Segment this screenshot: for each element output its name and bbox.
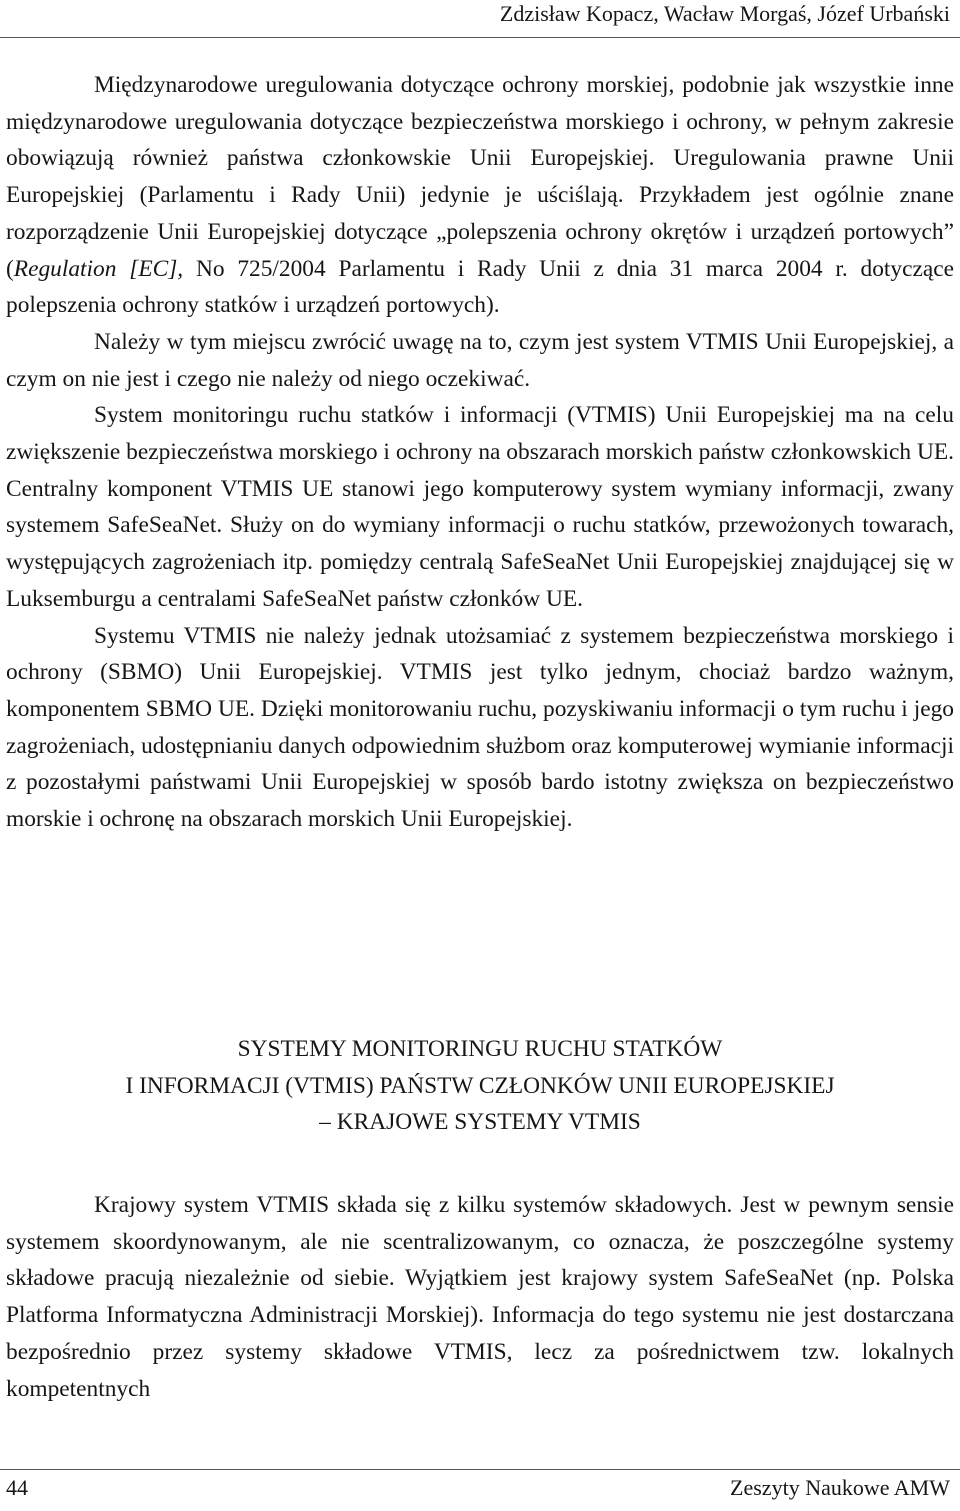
section-body	[6, 67, 954, 838]
paragraph-1-text-b: No 725/2004 Parlamentu i Rady Unii z dnia 31 marca 2004 r. dotyczące polepszenia ochrony statków i urządzeń portowych).	[6, 255, 955, 319]
section-2-body	[6, 1187, 954, 1407]
running-header: Zdzisław Kopacz, Wacław Morgaś, Józef Urbański	[499, 1, 950, 26]
paragraph-1-text-a: Międzynarodowe uregulowania dotyczące ochrony morskiej, podobnie jak wszystkie inne międzynarodowe uregulowania dotyczące bezpieczeństwa morskiego i ochrony, w pełnym zakresie obowiązują również państwa członkowskie Unii Europejskiej. Uregulowania prawne Unii Europejskiej (Parlamentu i Rady Unii) jedynie je uściślają. Przykładem jest ogólnie znane rozporządzenie Unii Europejskiej dotyczące „polepszenia ochrony okrętów i urządzeń portowych” (	[6, 72, 954, 282]
heading-line-2: I INFORMACJI (VTMIS) PAŃSTW CZŁONKÓW UNII EUROPEJSKIEJ	[125, 1072, 835, 1099]
journal-name: Zeszyty Naukowe AMW	[730, 1475, 950, 1500]
footer-rule	[0, 1469, 960, 1470]
paragraph-5: Krajowy system VTMIS składa się z kilku systemów składowych. Jest w pewnym sensie systemem skoordynowanym, ale nie scentralizowanym, co oznacza, że poszczególne systemy składowe pracują niezależnie od siebie. Wyjątkiem jest krajowy system SafeSeaNet (np. Polska Platforma Informatyczna Administracji Morskiej). Informacja do tego systemu nie jest dostarczana bezpośrednio przez systemy składowe VTMIS, lecz za pośrednictwem tzw. lokalnych kompetentnych	[6, 1192, 954, 1402]
paragraph-4: Systemu VTMIS nie należy jednak utożsamiać z systemem bezpieczeństwa morskiego i ochrony (SBMO) Unii Europejskiej. VTMIS jest tylko jednym, chociaż bardzo ważnym, komponentem SBMO UE. Dzięki monitorowaniu ruchu, pozyskiwaniu informacji o tym ruchu i jego zagrożeniach, udostępnianiu danych odpowiednim służbom oraz komputerowej wymianie informacji z pozostałymi państwami Unii Europejskiej w sposób bardo istotny zwiększa on bezpieczeństwo morskie i ochronę na obszarach morskich Unii Europejskiej.	[6, 622, 954, 833]
paragraph-3: System monitoringu ruchu statków i informacji (VTMIS) Unii Europejskiej ma na celu zwiększenie bezpieczeństwa morskiego i ochrony na obszarach morskich państw członkowskich UE. Centralny komponent VTMIS UE stanowi jego komputerowy system wymiany informacji, zwany systemem SafeSeaNet. Służy on do wymiany informacji o ruchu statków, przewożonych towarach, występujących zagrożeniach itp. pomiędzy centralą SafeSeaNet Unii Europejskiej znajdującej się w Luksemburgu a centralami SafeSeaNet państw członków UE.	[6, 402, 954, 612]
page-number: 44	[6, 1475, 28, 1500]
paragraph-1	[6, 67, 954, 324]
heading-line-1: SYSTEMY MONITORINGU RUCHU STATKÓW	[237, 1036, 723, 1062]
header-rule	[0, 37, 960, 38]
paragraph-2: Należy w tym miejscu zwrócić uwagę na to, czym jest system VTMIS Unii Europejskiej, a czym on nie jest i czego nie należy od niego oczekiwać.	[6, 328, 954, 392]
heading-line-3: – KRAJOWE SYSTEMY VTMIS	[319, 1109, 641, 1136]
section-heading	[0, 1031, 960, 1141]
regulation-italic: Regulation [EC],	[13, 255, 184, 282]
